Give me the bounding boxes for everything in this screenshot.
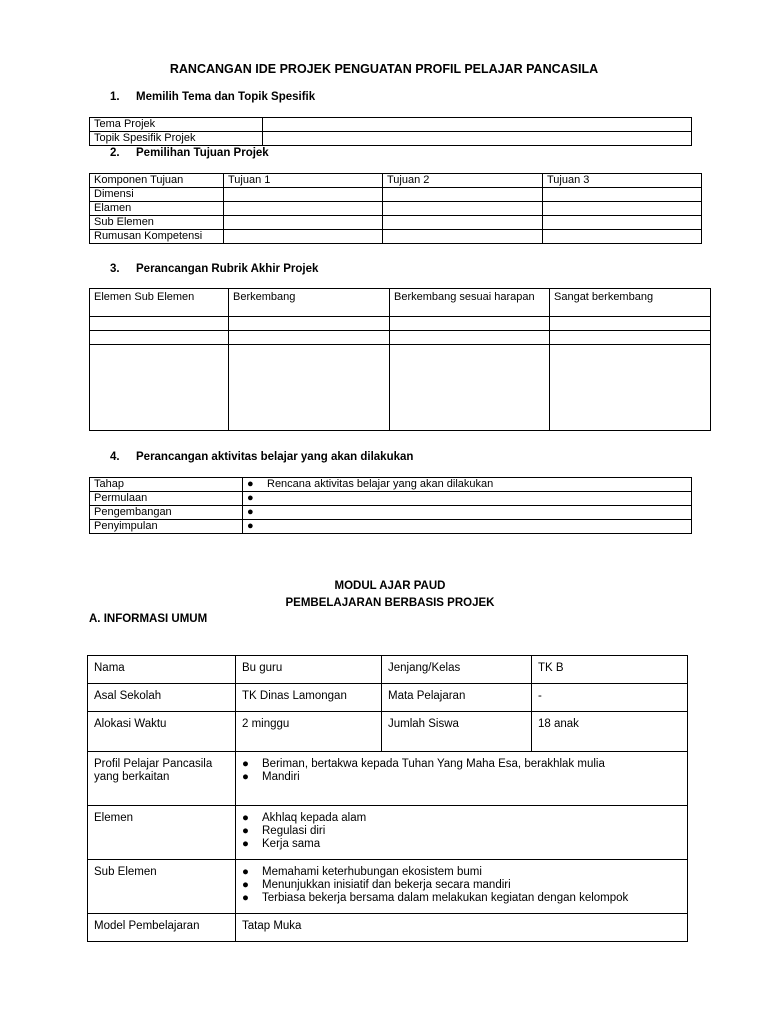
section-2-number: 2. (110, 147, 120, 159)
value-asal: TK Dinas Lamongan (236, 684, 382, 712)
bullet: ● (242, 812, 249, 824)
list-item (242, 758, 681, 771)
section-1-number: 1. (110, 91, 120, 103)
header-komponen: Komponen Tujuan (90, 174, 224, 188)
cell-pengembangan[interactable] (243, 506, 692, 520)
cell[interactable] (550, 331, 711, 345)
header-berkembang: Berkembang (229, 289, 390, 317)
label-alokasi: Alokasi Waktu (88, 712, 236, 752)
section-a-heading: A. INFORMASI UMUM (89, 613, 208, 625)
bullet: ● (247, 492, 254, 504)
bullet: ● (247, 478, 254, 490)
page-title: RANCANGAN IDE PROJEK PENGUATAN PROFIL PELAJAR PANCASILA (169, 62, 599, 76)
section-2-label: Pemilihan Tujuan Projek (136, 147, 269, 159)
cell[interactable] (224, 230, 383, 244)
table-rubrik (89, 288, 711, 431)
list-item (242, 771, 681, 784)
table-informasi-umum (87, 655, 688, 942)
cell[interactable] (229, 331, 390, 345)
cell[interactable] (543, 230, 702, 244)
header-berkembang-sesuai: Berkembang sesuai harapan (390, 289, 550, 317)
cell[interactable] (229, 317, 390, 331)
row-label-sub-elemen: Sub Elemen (90, 216, 224, 230)
cell[interactable] (390, 345, 550, 431)
list-item (242, 825, 681, 838)
cell[interactable] (383, 230, 543, 244)
elemen-item: Kerja sama (262, 838, 321, 850)
cell[interactable] (383, 188, 543, 202)
modul-title-2: PEMBELAJARAN BERBASIS PROJEK (285, 597, 495, 609)
modul-title-1: MODUL AJAR PAUD (334, 580, 446, 592)
header-sangat-berkembang: Sangat berkembang (550, 289, 711, 317)
row-label-tema: Tema Projek (90, 118, 263, 132)
table-tema (89, 117, 692, 146)
sub-item: Menunjukkan inisiatif dan bekerja secara mandiri (262, 879, 511, 891)
value-nama: Bu guru (236, 656, 382, 684)
row-label-permulaan: Permulaan (90, 492, 243, 506)
list-item (242, 812, 681, 825)
section-3-label: Perancangan Rubrik Akhir Projek (136, 263, 319, 275)
label-asal: Asal Sekolah (88, 684, 236, 712)
section-3-number: 3. (110, 263, 120, 275)
label-nama: Nama (88, 656, 236, 684)
section-1-heading (110, 91, 315, 103)
label-jumlah: Jumlah Siswa (382, 712, 532, 752)
row-label-penyimpulan: Penyimpulan (90, 520, 243, 534)
value-alokasi: 2 minggu (236, 712, 382, 752)
cell[interactable] (390, 317, 550, 331)
profil-item: Beriman, bertakwa kepada Tuhan Yang Maha Esa, berakhlak mulia (262, 758, 605, 770)
section-4-label: Perancangan aktivitas belajar yang akan dilakukan (136, 451, 414, 463)
header-rencana (243, 478, 692, 492)
list-item (242, 892, 681, 905)
cell[interactable] (224, 188, 383, 202)
value-jenjang: TK B (532, 656, 688, 684)
cell[interactable] (90, 345, 229, 431)
bullet: ● (242, 771, 249, 783)
cell[interactable] (550, 345, 711, 431)
header-tahap: Tahap (90, 478, 243, 492)
cell-tema-value[interactable] (263, 118, 692, 132)
label-model: Model Pembelajaran (88, 914, 236, 942)
label-jenjang: Jenjang/Kelas (382, 656, 532, 684)
value-jumlah: 18 anak (532, 712, 688, 752)
profil-item: Mandiri (262, 771, 300, 783)
value-mapel: - (532, 684, 688, 712)
cell-permulaan[interactable] (243, 492, 692, 506)
bullet: ● (242, 758, 249, 770)
row-label-rumusan: Rumusan Kompetensi (90, 230, 224, 244)
header-tujuan-2: Tujuan 2 (383, 174, 543, 188)
value-profil (236, 752, 688, 806)
value-model: Tatap Muka (236, 914, 688, 942)
cell[interactable] (90, 331, 229, 345)
cell-penyimpulan[interactable] (243, 520, 692, 534)
value-elemen (236, 806, 688, 860)
bullet: ● (242, 838, 249, 850)
cell[interactable] (543, 188, 702, 202)
bullet: ● (242, 825, 249, 837)
value-sub-elemen (236, 860, 688, 914)
section-4-heading (110, 451, 413, 463)
elemen-item: Regulasi diri (262, 825, 326, 837)
cell[interactable] (224, 216, 383, 230)
sub-item: Terbiasa bekerja bersama dalam melakukan kegiatan dengan kelompok (262, 892, 629, 904)
cell[interactable] (229, 345, 390, 431)
label-profil: Profil Pelajar Pancasila yang berkaitan (88, 752, 236, 806)
bullet: ● (242, 892, 249, 904)
list-item (242, 838, 681, 851)
cell[interactable] (543, 202, 702, 216)
row-label-elamen: Elamen (90, 202, 224, 216)
header-elemen-sub: Elemen Sub Elemen (90, 289, 229, 317)
section-4-number: 4. (110, 451, 120, 463)
cell-topik-value[interactable] (263, 132, 692, 146)
table-aktivitas (89, 477, 692, 534)
cell[interactable] (543, 216, 702, 230)
header-tujuan-1: Tujuan 1 (224, 174, 383, 188)
list-item (242, 866, 681, 879)
list-item (242, 879, 681, 892)
bullet: ● (242, 866, 249, 878)
bullet: ● (242, 879, 249, 891)
header-rencana-label: Rencana aktivitas belajar yang akan dilakukan (267, 478, 494, 490)
label-elemen: Elemen (88, 806, 236, 860)
section-3-heading (110, 263, 318, 275)
cell[interactable] (224, 202, 383, 216)
label-mapel: Mata Pelajaran (382, 684, 532, 712)
cell[interactable] (390, 331, 550, 345)
elemen-item: Akhlaq kepada alam (262, 812, 367, 824)
cell[interactable] (383, 216, 543, 230)
section-2-heading (110, 147, 269, 159)
bullet: ● (247, 506, 254, 518)
cell[interactable] (383, 202, 543, 216)
sub-item: Memahami keterhubungan ekosistem bumi (262, 866, 482, 878)
row-label-dimensi: Dimensi (90, 188, 224, 202)
cell[interactable] (90, 317, 229, 331)
row-label-pengembangan: Pengembangan (90, 506, 243, 520)
cell[interactable] (550, 317, 711, 331)
row-label-topik: Topik Spesifik Projek (90, 132, 263, 146)
header-tujuan-3: Tujuan 3 (543, 174, 702, 188)
bullet: ● (247, 520, 254, 532)
section-1-label: Memilih Tema dan Topik Spesifik (136, 91, 316, 103)
table-tujuan (89, 173, 702, 244)
label-sub-elemen: Sub Elemen (88, 860, 236, 914)
